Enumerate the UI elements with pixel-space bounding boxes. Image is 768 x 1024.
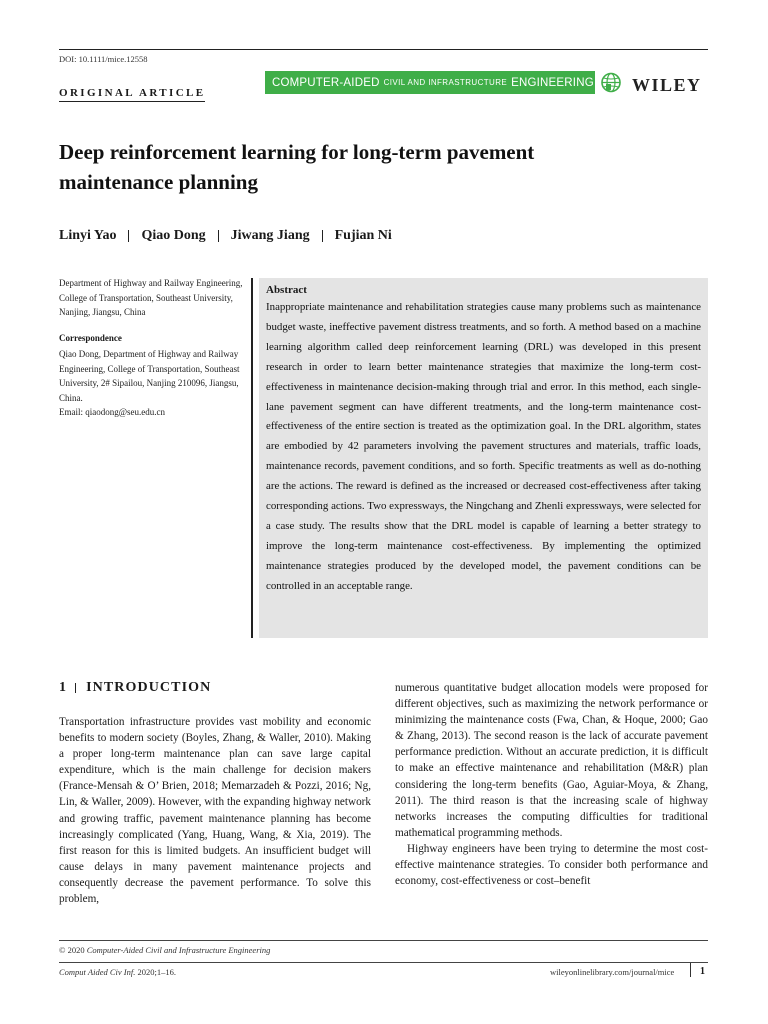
- paper-title: Deep reinforcement learning for long-term pavement maintenance planning: [59, 140, 535, 194]
- body-paragraph: Transportation infrastructure provides vast mobility and economic benefits to modern society (Boyles, Zhang, & Waller, 2010). Making a proper long-term maintenance plan can save large capital expenditure, which is the main challenge for decision makers (France-Mensah & O’ Brien, 2018; Memarzadeh & Pozzi, 2016; Ng, Lin, & Waller, 2009). However, with the expanding highway network and growing traffic, pavement maintenance planning has become increasingly complicated (Yang, Huang, Wang, & Xia, 2019). The first reason for this is limited budgets. An insufficient budget will cause delays in many pavement maintenance projects and consequently decrease the pavement performance. To solve this problem,: [59, 716, 371, 906]
- sidebar-divider: [251, 278, 253, 638]
- affiliation: Department of Highway and Railway Engineering, College of Transportation, Southeast University, Nanjing, Jiangsu, China: [59, 278, 243, 317]
- page-number-separator: [690, 963, 691, 977]
- correspondence-heading: Correspondence: [59, 333, 122, 343]
- footer-rule-bottom: [59, 962, 708, 963]
- section-separator: [75, 683, 76, 693]
- citation-details: 2020;1–16.: [137, 967, 176, 977]
- journal-banner: [265, 71, 595, 94]
- citation-journal: Comput Aided Civ Inf.: [59, 967, 136, 977]
- abstract-heading: Abstract: [266, 284, 307, 296]
- page-number: 1: [700, 966, 705, 977]
- body-column-left: [59, 714, 371, 907]
- author-separator: [218, 230, 219, 242]
- article-type-underline: [59, 101, 205, 102]
- body-paragraph: Highway engineers have been trying to determine the most cost-effective maintenance strategies. To consider both performance and economy, cost-effectiveness or cost–benefit: [395, 842, 708, 888]
- journal-url[interactable]: wileyonlinelibrary.com/journal/mice: [550, 967, 675, 977]
- correspondence-block: [59, 347, 244, 420]
- header-top-rule: [59, 49, 708, 50]
- copyright-line: [59, 945, 270, 955]
- author-name: Jiwang Jiang: [230, 228, 310, 243]
- section-title: INTRODUCTION: [86, 680, 212, 695]
- article-type: ORIGINAL ARTICLE: [59, 87, 206, 99]
- copyright-year: © 2020: [59, 945, 85, 955]
- abstract-box: [259, 278, 708, 638]
- body-paragraph: numerous quantitative budget allocation models were proposed for different objectives, such as maximizing the network performance or minimizing the maintenance costs (Fwa, Chan, & Hoque, 2000; Gao & Zhang, 2013). The second reason is the lack of accurate pavement performance prediction. Without an accurate prediction, it is difficult to make an effective maintenance and rehabilitation (M&R) plan considering the long-term benefits (Gao, Aguiar-Moya, & Zhang, 2011). The third reason is that the increasing scale of highway networks increases the computing difficulties for traditional mathematical programming methods.: [395, 682, 708, 839]
- citation-line: [59, 967, 176, 977]
- section-heading: [59, 680, 211, 696]
- author-name: Qiao Dong: [141, 228, 206, 243]
- correspondence-address: Qiao Dong, Department of Highway and Railway Engineering, College of Transportation, Southeast University, 2# Sipailou, Nanjing 210096, Jiangsu, China.: [59, 349, 240, 403]
- author-list: [59, 228, 392, 244]
- section-number: 1: [59, 680, 68, 695]
- journal-globe-logo-icon: [596, 71, 626, 94]
- author-name: Linyi Yao: [59, 228, 117, 243]
- correspondence-email: Email: qiaodong@seu.edu.cn: [59, 407, 166, 417]
- journal-name-part1: COMPUTER-AIDED: [272, 76, 380, 89]
- author-separator: [128, 230, 129, 242]
- journal-name-part3: ENGINEERING: [511, 76, 594, 89]
- journal-name-part2: CIVIL AND INFRASTRUCTURE: [383, 78, 508, 87]
- author-name: Fujian Ni: [334, 228, 392, 243]
- publisher-logo: WILEY: [632, 75, 702, 95]
- body-column-right: [395, 680, 708, 889]
- copyright-journal: Computer-Aided Civil and Infrastructure Engineering: [86, 945, 271, 955]
- abstract-text: Inappropriate maintenance and rehabilitation strategies cause many problems such as maintenance budget waste, ineffective pavement distress treatments, and so forth. A method based on a machine learning algorithm called deep reinforcement learning (DRL) was developed in this present research in order to learn better maintenance strategies that maximize the long-term cost-effectiveness in maintenance decision-making through trial and error. In this method, each single-lane pavement segment can have different treatments, and the long-term maintenance cost-effectiveness of the entire section is treated as the optimization goal. In the DRL algorithm, states are embodied by 42 parameters involving the pavement structures and materials, traffic loads, maintenance records, pavement conditions, and so forth. Specific treatments as well as do-nothing are the actions. The reward is defined as the increased or decreased cost-effectiveness after taking corresponding actions. Two expressways, the Ningchang and Zhenli expressways, were selected for a case study. The results show that the DRL model is capable of learning a better strategy to improve the long-term maintenance cost-effectiveness. By implementing the optimized maintenance strategies produced by the developed model, the pavement conditions can be controlled in an acceptable range.: [266, 301, 701, 592]
- doi: DOI: 10.1111/mice.12558: [59, 54, 148, 64]
- footer-rule: [59, 940, 708, 941]
- author-separator: [322, 230, 323, 242]
